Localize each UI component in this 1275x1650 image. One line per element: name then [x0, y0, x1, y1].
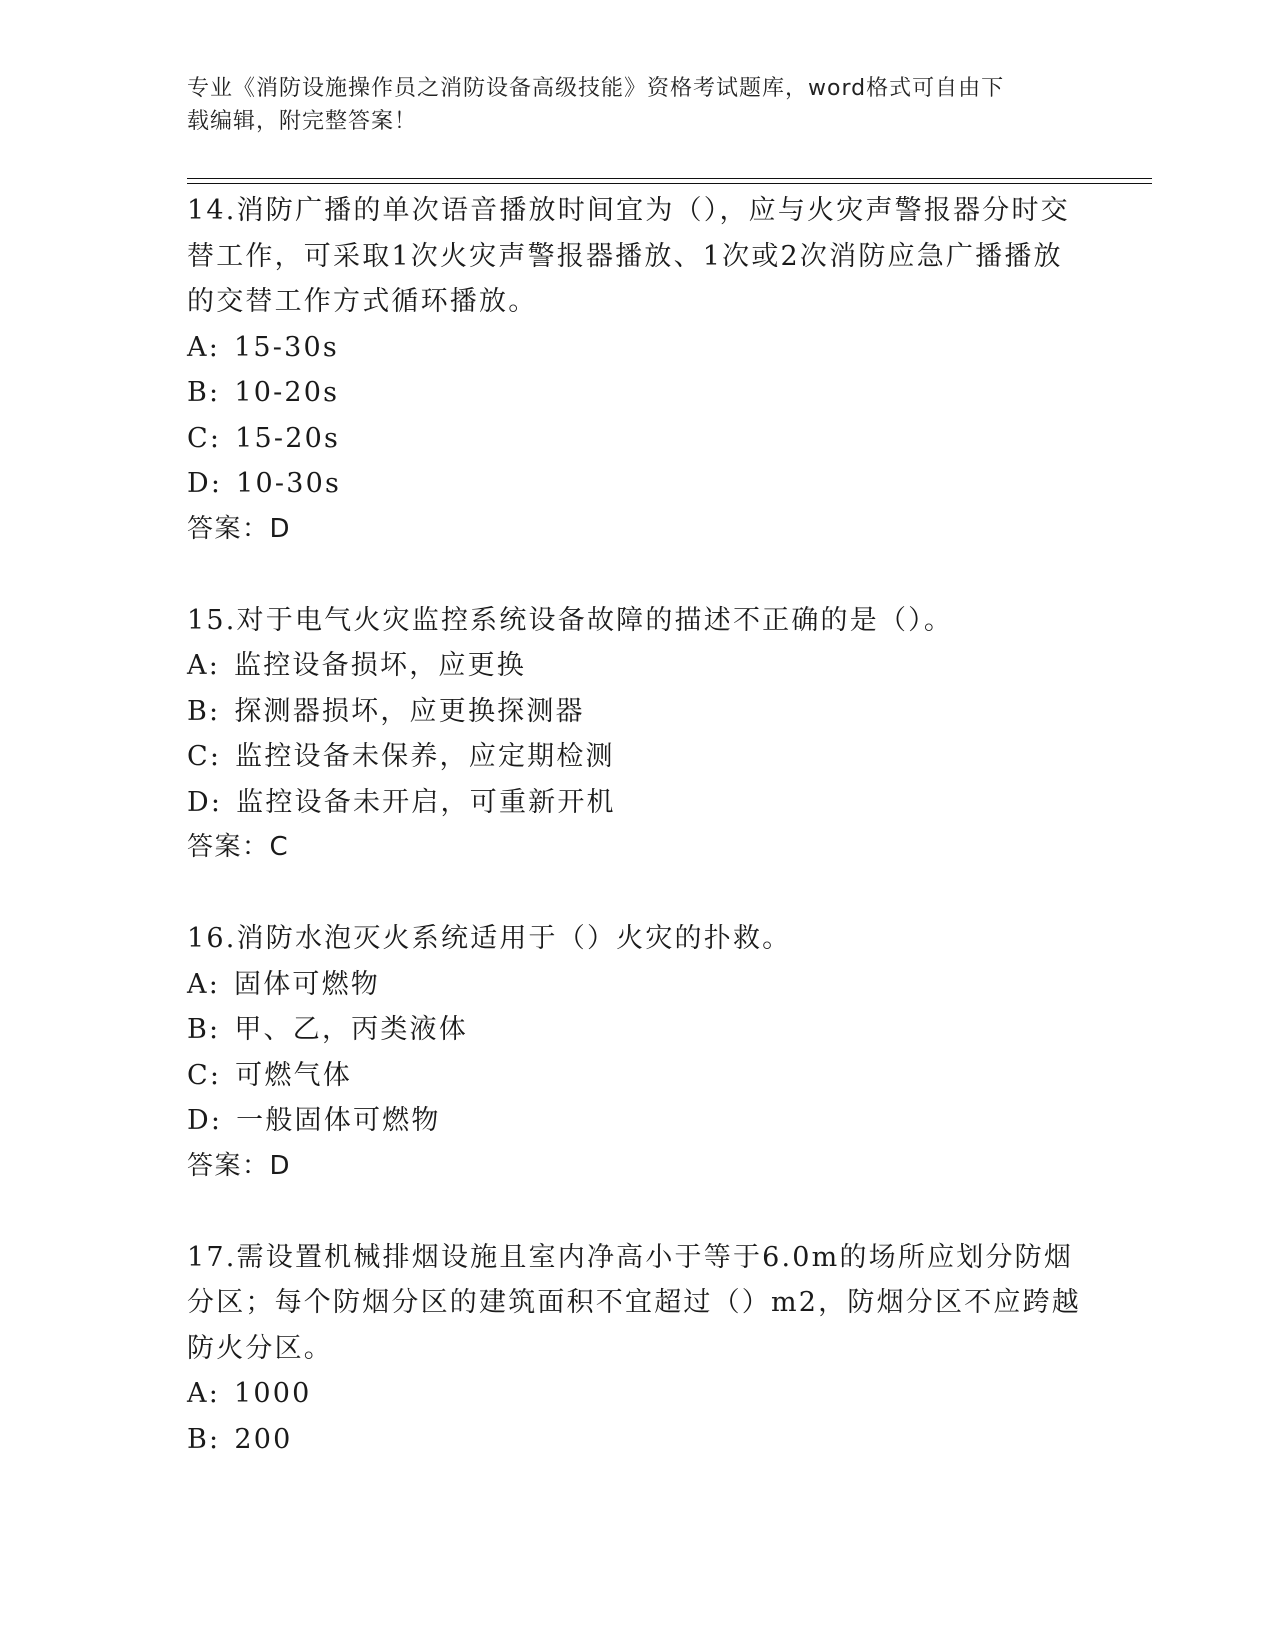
option-c: [187, 416, 1087, 462]
option-text: 探测器损坏，应更换探测器: [234, 695, 585, 727]
option-text: 监控设备损坏，应更换: [234, 650, 526, 681]
option-b: [187, 689, 1087, 735]
answer-line: 答案：D: [187, 1150, 292, 1181]
answer-line: 答案：C: [187, 832, 290, 862]
option-d: [187, 780, 1087, 826]
option-letter: D:: [187, 468, 223, 499]
option-letter: D:: [187, 786, 223, 818]
option-d: [187, 461, 1087, 507]
option-text: 10-20s: [234, 377, 340, 408]
option-text: 15-30s: [234, 331, 339, 363]
header-line-2: 载编辑，附完整答案！: [187, 109, 418, 134]
option-text: 固体可燃物: [234, 968, 380, 1000]
option-letter: B:: [187, 377, 221, 408]
option-text: 1000: [234, 1378, 312, 1409]
question-17: [187, 1235, 1087, 1463]
question-list: [187, 188, 1087, 1462]
option-text: 甲、乙，丙类液体: [234, 1014, 468, 1045]
option-text: 一般固体可燃物: [236, 1105, 441, 1136]
option-text: 10-30s: [236, 468, 342, 499]
option-text: 可燃气体: [235, 1059, 352, 1091]
question-stem: 15.对于电气火灾监控系统设备故障的描述不正确的是（）。: [187, 604, 954, 636]
option-a: [187, 962, 1087, 1008]
option-letter: C:: [187, 1059, 222, 1091]
option-b: [187, 1007, 1087, 1053]
option-letter: C:: [187, 422, 222, 454]
document-header: [187, 72, 1067, 138]
option-b: [187, 1417, 1087, 1463]
option-text: 15-20s: [235, 422, 341, 454]
question-stem: 17.需设置机械排烟设施且室内净高小于等于6.0m的场所应划分防烟分区；每个防烟分区的建筑面积不宜超过（）m2，防烟分区不应跨越防火分区。: [187, 1241, 1081, 1364]
option-a: [187, 643, 1087, 689]
option-letter: D:: [187, 1105, 223, 1136]
option-letter: A:: [187, 650, 220, 681]
option-letter: B:: [187, 1014, 221, 1045]
option-a: [187, 325, 1087, 371]
answer-line: 答案：D: [187, 513, 292, 544]
option-c: [187, 1053, 1087, 1099]
option-letter: B:: [187, 695, 221, 727]
header-divider-top: [187, 178, 1152, 179]
option-letter: A:: [187, 331, 220, 363]
question-14: [187, 188, 1087, 552]
question-stem: 16.消防水泡灭火系统适用于（）火灾的扑救。: [187, 923, 792, 954]
question-15: [187, 598, 1087, 871]
option-text: 200: [234, 1423, 293, 1455]
question-16: [187, 916, 1087, 1189]
header-divider-bottom: [187, 183, 1152, 184]
header-line-1: 专业《消防设施操作员之消防设备高级技能》资格考试题库，word格式可自由下: [187, 76, 1005, 101]
option-text: 监控设备未保养，应定期检测: [235, 741, 615, 772]
option-letter: A:: [187, 1378, 220, 1409]
option-c: [187, 734, 1087, 780]
option-a: [187, 1371, 1087, 1417]
option-letter: C:: [187, 741, 222, 772]
question-stem: 14.消防广播的单次语音播放时间宜为（），应与火灾声警报器分时交替工作，可采取1次火灾声警报器播放、1次或2次消防应急广播播放的交替工作方式循环播放。: [187, 195, 1070, 317]
option-d: [187, 1098, 1087, 1144]
option-b: [187, 370, 1087, 416]
option-text: 监控设备未开启，可重新开机: [236, 786, 616, 818]
option-letter: A:: [187, 968, 220, 1000]
option-letter: B:: [187, 1423, 221, 1455]
